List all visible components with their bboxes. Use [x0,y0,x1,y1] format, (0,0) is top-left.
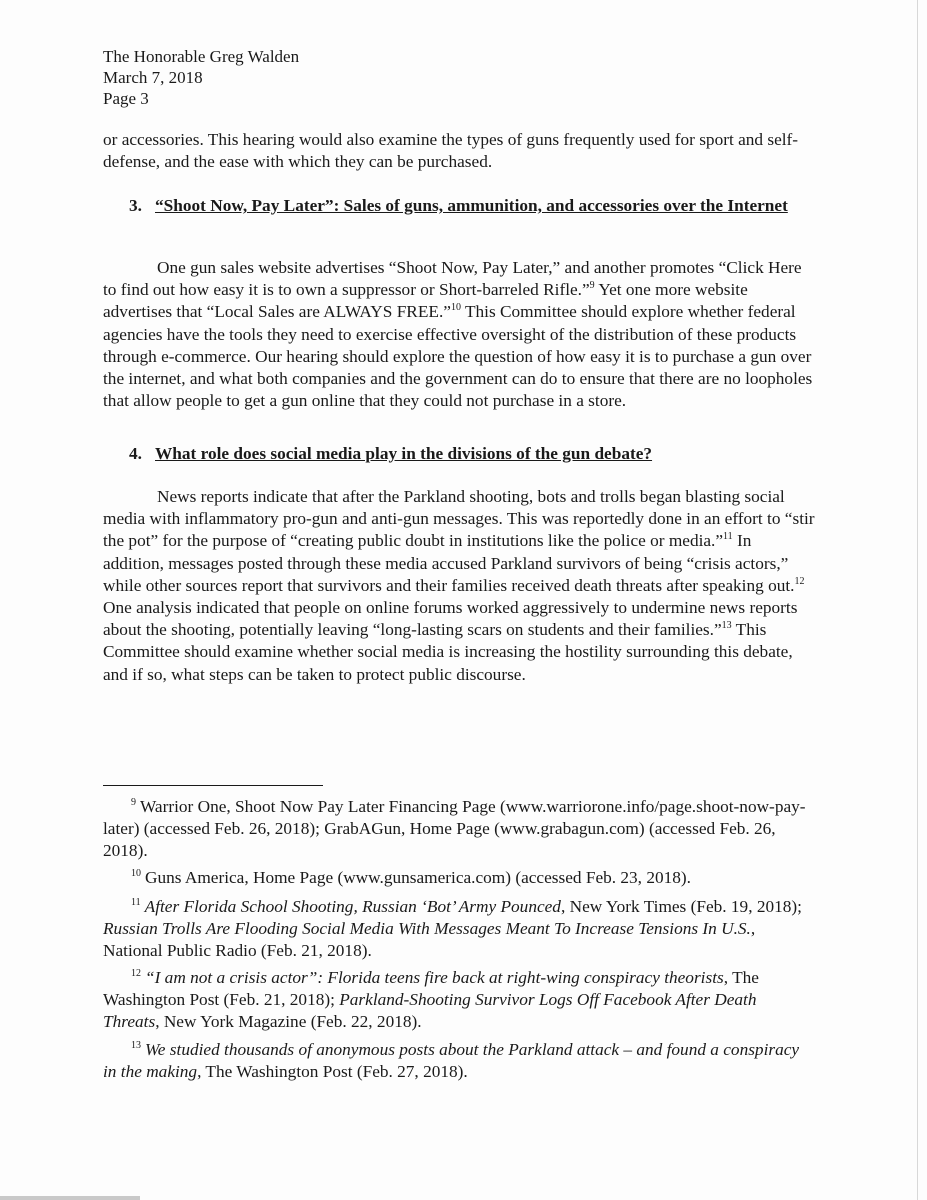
section-4-paragraph [103,486,815,686]
footnote-11-number: 11 [131,897,141,908]
section-3-heading [129,195,809,241]
section-4-text-b: In addition, messages posted through these media accused Parkland survivors of being “crisis actors,” while other sources report that survivors and their families received death threats after speaking out. [103,531,795,595]
letter-date: March 7, 2018 [103,68,203,87]
letter-header [103,46,299,109]
footnote-10 [103,867,815,889]
section-3-text-c: This Committee should explore whether federal agencies have the tools they need to exercise effective oversight of the distribution of these products through e-commerce. Our hearing should explore the question of how easy it is to purchase a gun over the internet, and what both companies and the government can do to ensure that there are no loopholes that allow people to get a gun online that they could not purchase in a store. [103,302,813,411]
footnote-ref-11: 11 [723,531,733,543]
scan-edge-right [917,0,918,1200]
footnote-12-text-b: , New York Magazine (Feb. 22, 2018). [155,1012,422,1032]
footnote-13-text-a: , The Washington Post (Feb. 27, 2018). [197,1062,468,1082]
section-4-text-d: This Committee should examine whether social media is increasing the hostility surrounding this debate, and if so, what steps can be taken to protect public discourse. [103,620,793,684]
footnote-10-text: Guns America, Home Page (www.gunsamerica.com) (accessed Feb. 23, 2018). [145,868,691,887]
footnote-9-text: Warrior One, Shoot Now Pay Later Financing Page (www.warriorone.info/page.shoot-now-pay-later) (accessed Feb. 26, 2018); GrabAGun, Home Page (www.grabagun.com) (accessed Feb. 26, 2018). [103,797,806,861]
section-3-text-b: Yet one more website advertises that “Local Sales are ALWAYS FREE.” [103,280,748,322]
footnote-ref-10: 10 [450,302,461,314]
footnote-9-number: 9 [131,797,136,808]
footnote-12 [103,967,815,1034]
section-4-text-c: One analysis indicated that people on online forums worked aggressively to undermine news reports about the shooting, potentially leaving “long-lasting scars on students and their families.” [103,598,798,640]
section-3-number: 3. [129,196,142,215]
continuation-paragraph: or accessories. This hearing would also examine the types of guns frequently used for sport and self-defense, and the ease with which they can be purchased. [103,130,799,172]
footnote-13-number: 13 [131,1040,141,1051]
footnote-10-number: 10 [131,868,141,879]
footnote-11 [103,896,815,963]
addressee: The Honorable Greg Walden [103,47,300,66]
footnote-ref-12: 12 [794,575,805,587]
section-4-number: 4. [129,444,142,463]
footnote-ref-9: 9 [589,280,595,292]
section-4-title: What role does social media play in the divisions of the gun debate? [155,444,653,463]
footnote-11-title-a: After Florida School Shooting, Russian ‘Bot’ Army Pounced [144,897,561,916]
scan-edge-bottom [0,1196,140,1200]
footnote-13-title-a: We studied thousands of anonymous posts about the Parkland attack – and found a conspiracy in the making [103,1040,800,1082]
section-4-heading [129,443,809,467]
page-number: Page 3 [103,89,149,108]
section-3-paragraph [103,257,815,412]
section-4-text-a: News reports indicate that after the Parkland shooting, bots and trolls began blasting social media with inflammatory pro-gun and anti-gun messages. This was reportedly done in an effort to “stir the pot” for the purpose of “creating public doubt in institutions like the police or media.” [103,487,815,551]
section-3-text-a: One gun sales website advertises “Shoot Now, Pay Later,” and another promotes “Click Here to find out how easy it is to own a suppressor or Short-barreled Rifle.” [103,258,802,300]
footnote-12-text-a: , The Washington Post (Feb. 21, 2018); [103,968,759,1010]
footnote-11-text-a: , New York Times (Feb. 19, 2018); [560,897,802,916]
footnote-11-title-b: Russian Trolls Are Flooding Social Media With Messages Meant To Increase Tensions In U.S. [103,919,751,939]
footnote-12-number: 12 [131,968,141,979]
footnote-13 [103,1039,815,1083]
footnote-ref-13: 13 [721,620,732,632]
footnote-9 [103,796,815,863]
footnote-separator [103,785,323,786]
section-3-title: “Shoot Now, Pay Later”: Sales of guns, ammunition, and accessories over the Internet [155,196,788,215]
footnote-12-title-a: “I am not a crisis actor”: Florida teens fire back at right-wing conspiracy theorists [145,968,724,987]
footnote-11-text-b: , National Public Radio (Feb. 21, 2018). [103,919,756,961]
footnote-12-title-b: Parkland-Shooting Survivor Logs Off Facebook After Death Threats [103,990,757,1032]
